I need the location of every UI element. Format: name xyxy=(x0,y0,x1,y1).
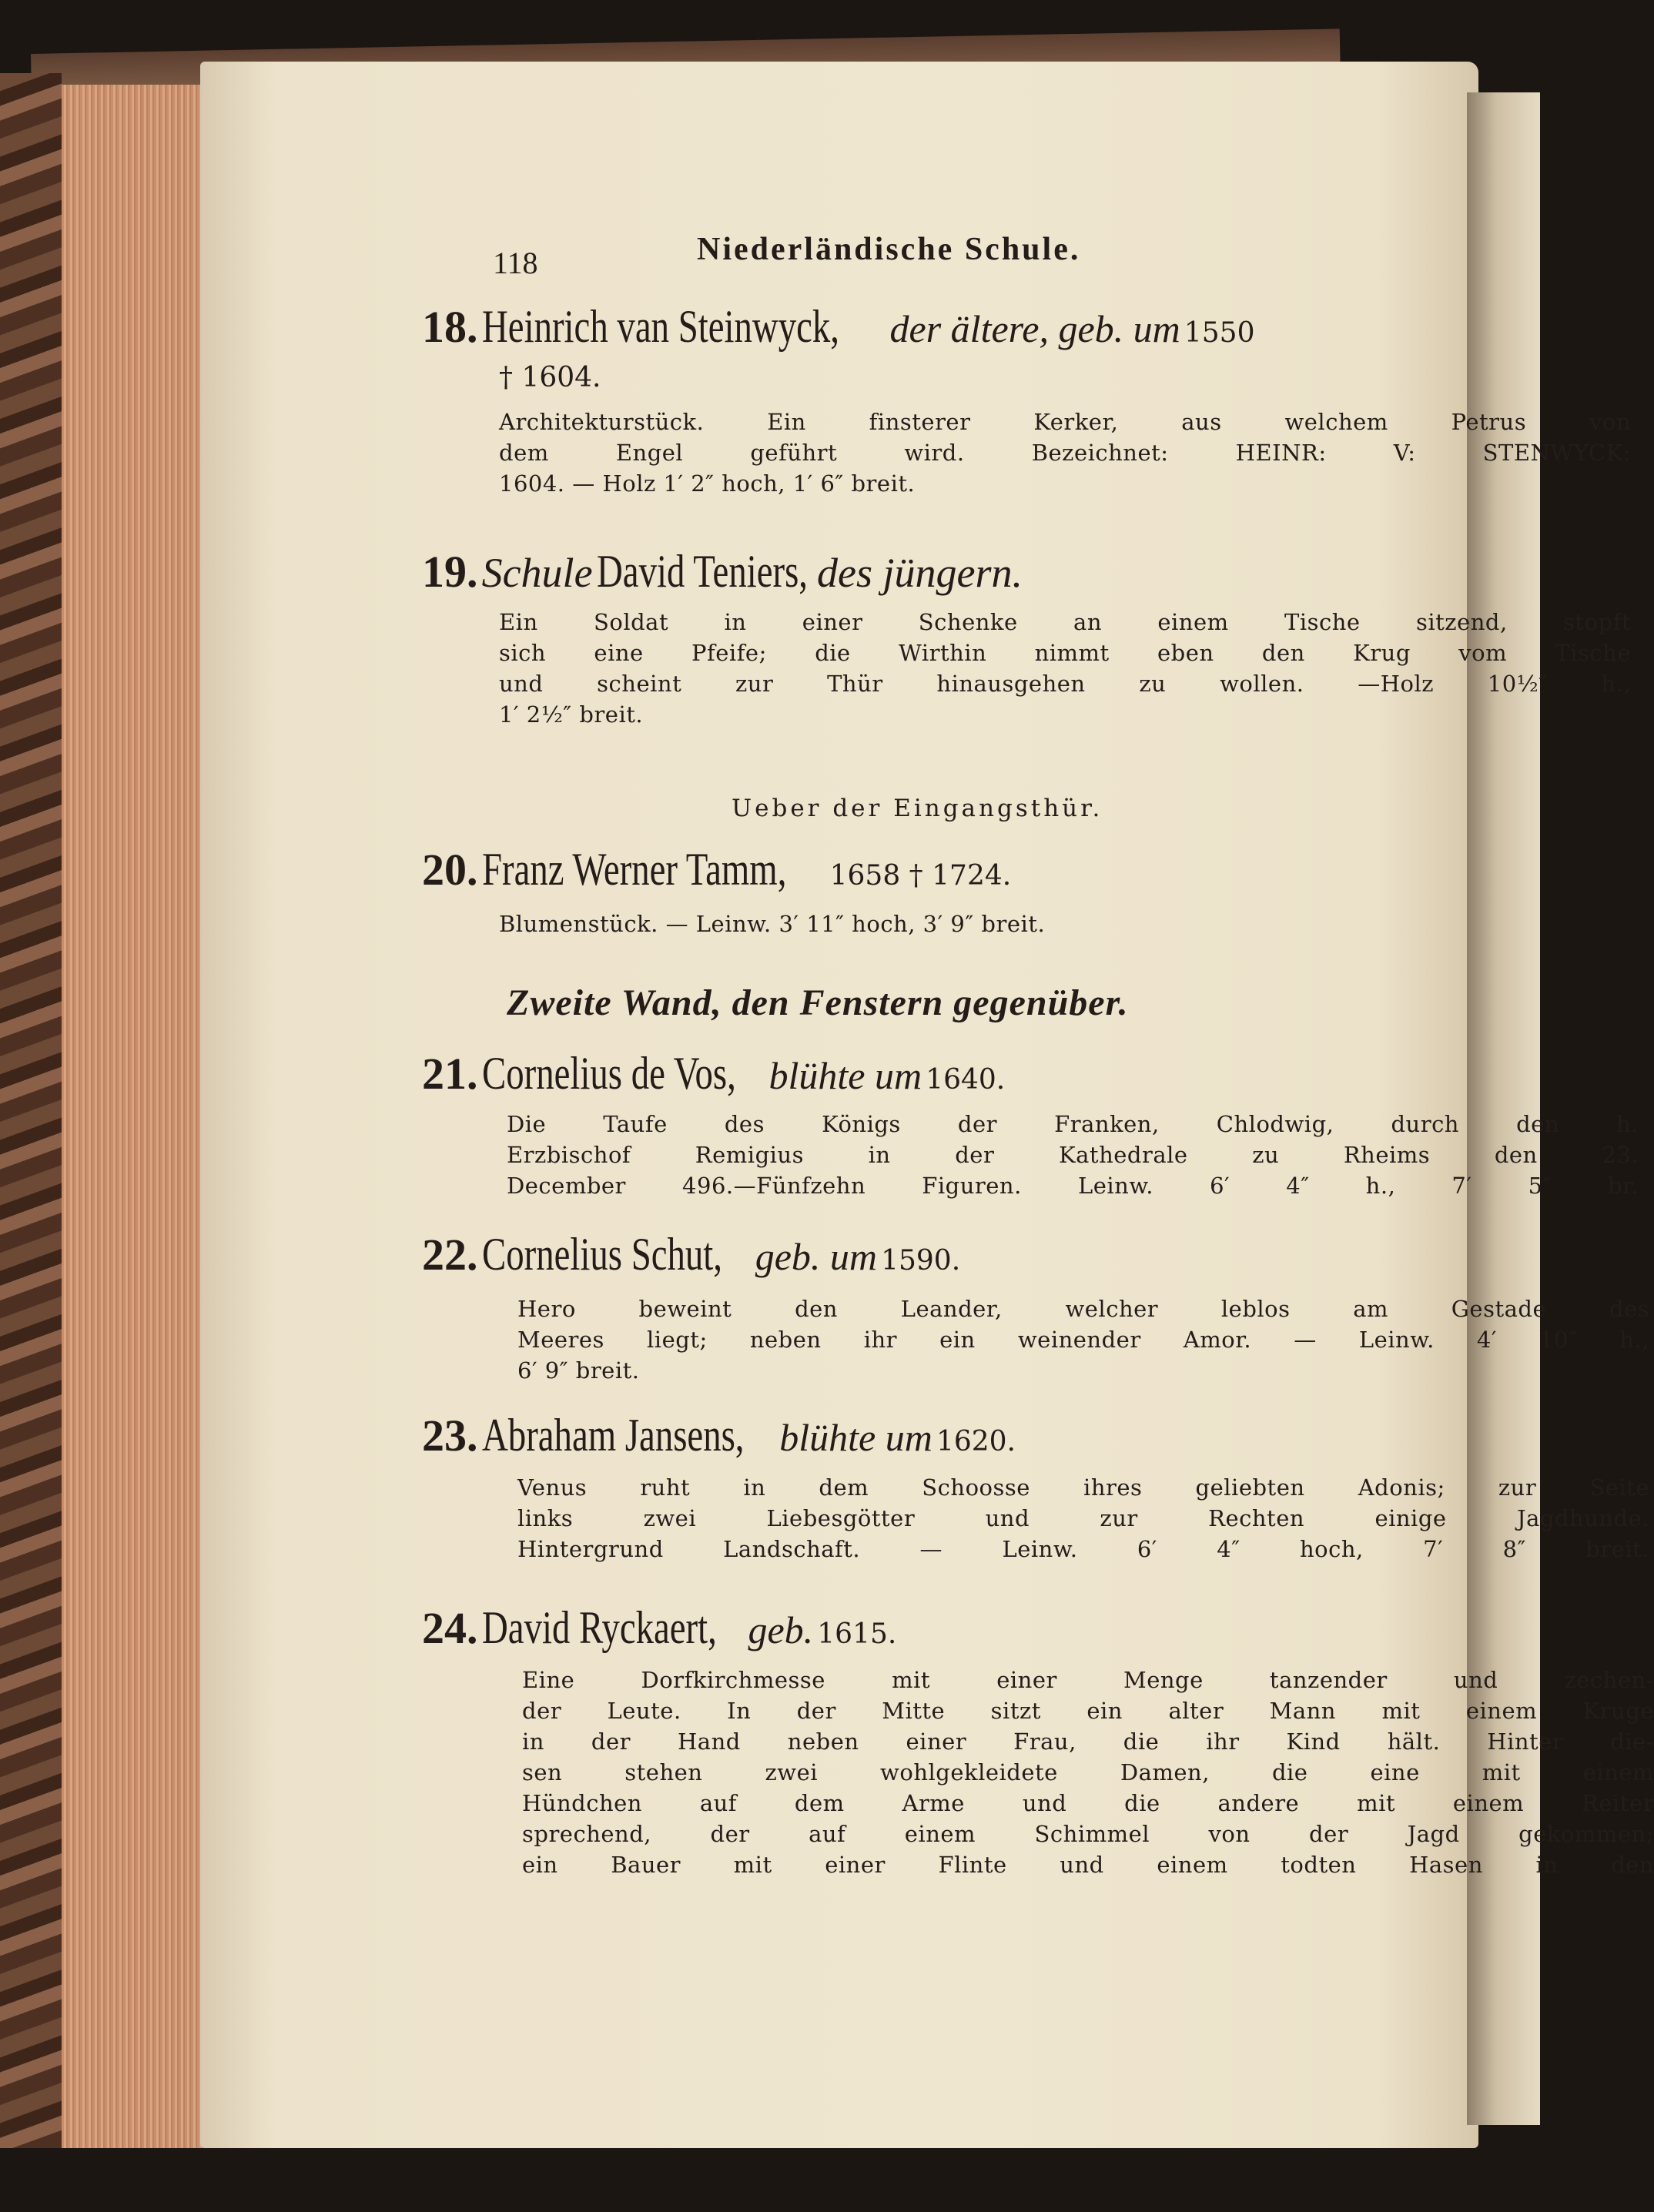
text-line: Die Taufe des Königs der Franken, Chlodwig, durch den h. xyxy=(507,1111,1639,1137)
text-line: Erzbischof Remigius in der Kathedrale zu Rheims den 23. xyxy=(507,1142,1639,1168)
text-line: ein Bauer mit einer Flinte und einem todten Hasen in den xyxy=(522,1852,1654,1878)
artist-epithet: der ältere, geb. um xyxy=(889,307,1180,350)
artist-epithet: blühte um xyxy=(768,1054,922,1097)
entry-21-description xyxy=(507,1109,1639,1201)
text-line: links zwei Liebesgötter und zur Rechten einige Jagdhunde. xyxy=(517,1505,1649,1531)
artist-name: Franz Werner Tamm, xyxy=(481,844,787,895)
artist-date: 1550 xyxy=(1184,317,1255,349)
entry-22-description xyxy=(517,1293,1649,1386)
text-line: Hündchen auf dem Arme und die andere mit einem Reiter xyxy=(522,1790,1654,1816)
artist-epithet: geb. um xyxy=(755,1235,877,1278)
entry-18-heading xyxy=(422,300,1254,353)
artist-date: 1640. xyxy=(926,1064,1006,1096)
artist-date: 1658 † 1724. xyxy=(829,860,1012,892)
text-line: dem Engel geführt wird. Bezeichnet: HEINR: V: STENWYCK: xyxy=(499,440,1631,466)
text-line: Architekturstück. Ein finsterer Kerker, aus welchem Petrus von xyxy=(499,409,1631,435)
entry-22-heading xyxy=(422,1228,960,1281)
entry-number: 24. xyxy=(422,1603,478,1653)
artist-death-date: † 1604. xyxy=(499,362,601,393)
section-heading: Zweite Wand, den Fenstern gegenüber. xyxy=(507,982,1129,1023)
text-line: Blumenstück. — Leinw. 3′ 11″ hoch, 3′ 9″ breit. xyxy=(499,911,1046,937)
artist-name: David Teniers, xyxy=(596,546,808,597)
artist-date: 1615. xyxy=(817,1618,897,1650)
subheading-entrance: Ueber der Eingangsthür. xyxy=(732,795,1103,822)
text-line: Eine Dorfkirchmesse mit einer Menge tanzender und zechen- xyxy=(522,1667,1654,1693)
page-number: 118 xyxy=(493,246,538,280)
text-line: 6′ 9″ breit. xyxy=(517,1357,640,1384)
artist-date: 1620. xyxy=(936,1426,1016,1457)
entry-24-description xyxy=(522,1665,1654,1880)
text-line: Hintergrund Landschaft. — Leinw. 6′ 4″ hoch, 7′ 8″ breit. xyxy=(517,1536,1649,1562)
entry-19-description xyxy=(499,607,1631,730)
school-prefix: Schule xyxy=(481,550,593,596)
entry-21-heading xyxy=(422,1047,1005,1100)
entry-18-description xyxy=(499,407,1631,499)
entry-number: 20. xyxy=(422,845,478,895)
entry-23-heading xyxy=(422,1409,1016,1462)
entry-19-heading xyxy=(422,545,1023,598)
text-line: der Leute. In der Mitte sitzt ein alter Mann mit einem Kruge xyxy=(522,1698,1654,1724)
entry-number: 19. xyxy=(422,547,478,597)
text-line: sprechend, der auf einem Schimmel von der Jagd gekommen; xyxy=(522,1821,1654,1847)
artist-epithet: geb. xyxy=(748,1608,814,1651)
text-line: Meeres liegt; neben ihr ein weinender Amor. — Leinw. 4′ 10″ h., xyxy=(517,1327,1649,1353)
text-line: Venus ruht in dem Schoosse ihres geliebten Adonis; zur Seite xyxy=(517,1474,1649,1501)
artist-name: Cornelius de Vos, xyxy=(481,1048,736,1099)
artist-epithet: blühte um xyxy=(779,1416,932,1459)
text-line: Ein Soldat in einer Schenke an einem Tische sitzend, stopft xyxy=(499,609,1631,635)
artist-name: David Ryckaert, xyxy=(481,1602,717,1653)
entry-number: 23. xyxy=(422,1411,478,1461)
artist-epithet: des jüngern. xyxy=(817,550,1023,596)
text-line: und scheint zur Thür hinausgehen zu wollen. —Holz 10½″ h., xyxy=(499,671,1631,697)
entry-number: 22. xyxy=(422,1230,478,1280)
text-line: sen stehen zwei wohlgekleidete Damen, die eine mit einem xyxy=(522,1759,1654,1785)
text-line: 1′ 2½″ breit. xyxy=(499,701,644,728)
running-head: Niederländische Schule. xyxy=(697,232,1081,267)
text-line: Hero beweint den Leander, welcher leblos am Gestade des xyxy=(517,1296,1649,1322)
entry-20-heading xyxy=(422,843,1011,896)
entry-23-description xyxy=(517,1472,1649,1564)
background xyxy=(0,2148,1540,2212)
entry-20-description xyxy=(499,909,1631,939)
text-line: sich eine Pfeife; die Wirthin nimmt eben den Krug vom Tische xyxy=(499,640,1631,666)
book-cover-spine xyxy=(0,73,62,2167)
artist-date: 1590. xyxy=(881,1245,961,1277)
entry-number: 21. xyxy=(422,1049,478,1099)
text-line: in der Hand neben einer Frau, die ihr Kind hält. Hinter die- xyxy=(522,1728,1654,1755)
text-line: December 496.—Fünfzehn Figuren. Leinw. 6′ 4″ h., 7′ 5″ br. xyxy=(507,1173,1639,1199)
entry-24-heading xyxy=(422,1601,896,1655)
artist-name: Abraham Jansens, xyxy=(481,1410,745,1461)
text-line: 1604. — Holz 1′ 2″ hoch, 1′ 6″ breit. xyxy=(499,470,916,497)
artist-name: Heinrich van Steinwyck, xyxy=(481,301,839,352)
entry-number: 18. xyxy=(422,302,478,352)
artist-name: Cornelius Schut, xyxy=(481,1229,722,1280)
